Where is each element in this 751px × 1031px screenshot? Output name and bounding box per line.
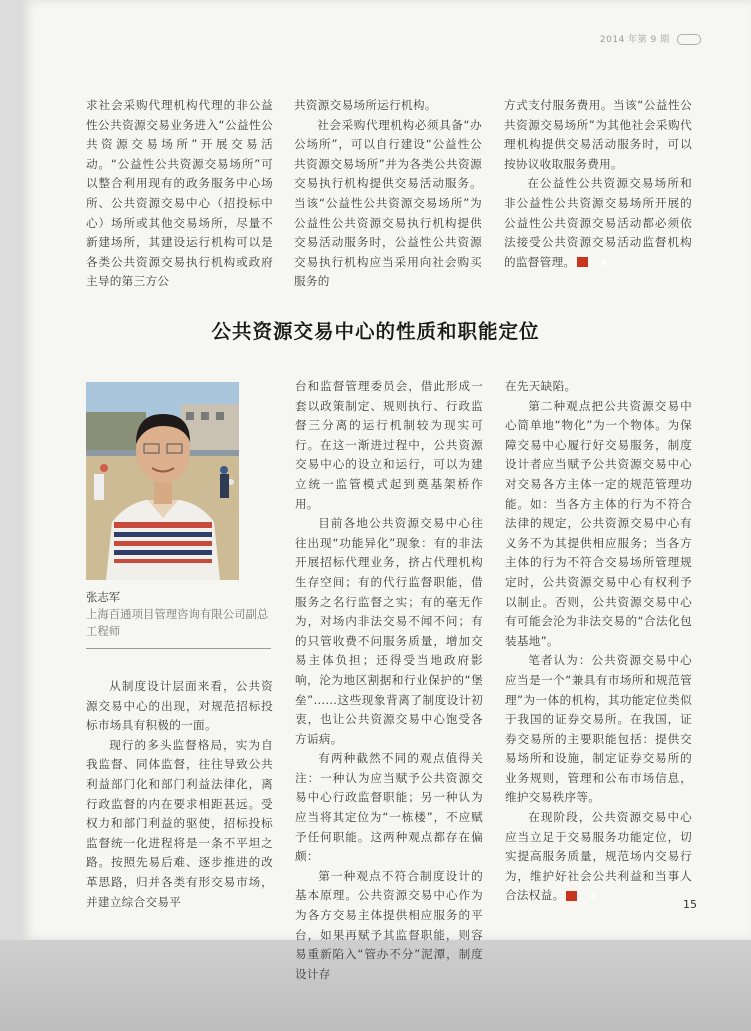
issue-label: 2014 年第 9 期 bbox=[599, 35, 670, 45]
magazine-logo-icon bbox=[677, 34, 701, 45]
issue-header bbox=[600, 32, 701, 45]
article-column-1 bbox=[86, 677, 273, 912]
paragraph: 第一种观点不符合制度设计的基本原理。公共资源交易中心作为为各方交易主体提供相应服务的平台，如果再赋予其监督职能，则容易重新陷入“管办不分”泥潭，制度设计存 bbox=[295, 868, 483, 981]
end-of-article-icon: ▣ bbox=[577, 257, 588, 267]
top-column-1 bbox=[86, 96, 273, 292]
article-column-2 bbox=[295, 377, 483, 984]
paragraph: 台和监督管理委员会，借此形成一套以政策制定、规则执行、行政监督三分离的运行机制较为现实可行。在这一渐进过程中，公共资源交易中心的设立和运行，可以为建立统一监管模式起到奠基架桥作用。 bbox=[295, 379, 483, 511]
paragraph: 社会采购代理机构必须具备“办公场所”，可以自行建设“公益性公共资源交易场所”并为各类公共资源交易执行机构提供交易活动服务。当该“公益性公共资源交易场所”为公益性公共资源交易执行机构提供交易活动服务时，公益性公共资源交易执行机构应当采用向社会购买服务的 bbox=[294, 117, 482, 289]
article-title: 公共资源交易中心的性质和职能定位 bbox=[211, 320, 540, 343]
paragraph: 从制度设计层面来看，公共资源交易中心的出现，对规范招标投标市场具有积极的一面。 bbox=[86, 679, 273, 733]
paragraph: 共资源交易场所运行机构。 bbox=[294, 98, 437, 112]
author-name: 张志军 bbox=[86, 590, 121, 604]
paragraph: 有两种截然不同的观点值得关注：一种认为应当赋予公共资源交易中心行政监督职能；另一种认为应当将其定位为“一栋楼”，不应赋予任何职能。这两种观点都存在偏颇： bbox=[295, 751, 483, 864]
author-photo bbox=[86, 382, 239, 580]
page-number: 15 bbox=[683, 898, 697, 911]
paragraph bbox=[504, 174, 692, 272]
paragraph: 目前各地公共资源交易中心往往出现“功能异化”现象：有的非法开展招标代理业务，挤占代理机构生存空间；有的代行监督职能，借服务之名行监督之实；有的毫无作为，对场内非法交易不闻不问；有的只管收费不问服务质量，增加交易主体负担；还得受当地政府影响，沦为地区割据和行业保护的“堡垒”……这些现象背离了制度设计初衷，也让公共资源交易中心饱受各方诟病。 bbox=[295, 516, 483, 746]
author-portrait-image bbox=[86, 382, 239, 580]
paragraph: 求社会采购代理机构代理的非公益性公共资源交易业务进入“公益性公共资源交易场所”开展交易活动。“公益性公共资源交易场所”可以整合利用现有的政务服务中心场所、公共资源交易中心（招投标中心）场所或其他交易场所，尽量不新建场所，其建设运行机构可以是各类公共资源交易执行机构或政府主导的第三方公 bbox=[86, 98, 273, 289]
top-column-3 bbox=[504, 96, 692, 272]
paragraph-text: 在现阶段，公共资源交易中心应当立足于交易服务功能定位，切实提高服务质量，规范场内交易行为，维护好社会公共利益和当事人合法权益。 bbox=[505, 810, 692, 903]
paragraph: 第二种观点把公共资源交易中心简单地“物化”为一个物体。为保障交易中心履行好交易服务，制度设计者应当赋予公共资源交易中心对交易各方主体一定的规范管理功能。如：当各方主体的行为不符合法律的规定，公共资源交易中心有义务不为其提供相应服务；当各方主体的行为不符合交易场所管理规定时，公共资源交易中心有权利予以制止。否则，公共资源交易中心有可能会沦为非法交易的“合法化包装基地”。 bbox=[505, 398, 692, 648]
author-caption bbox=[86, 589, 271, 640]
top-column-2 bbox=[294, 96, 482, 292]
caption-divider bbox=[86, 648, 271, 649]
paragraph: 在先天缺陷。 bbox=[505, 379, 577, 393]
author-affiliation: 上海百通项目管理咨询有限公司副总工程师 bbox=[86, 607, 269, 638]
paragraph: 现行的多头监督格局，实为自我监督、同体监督，往往导致公共利益部门化和部门利益法律化，离行政监督的内在要求相距甚远。受权力和部门利益的驱使，招标投标监督统一化进程将是一条不平坦之路。按照先易后难、逐步推进的改革思路，归并各类有形交易市场，并建立综合交易平 bbox=[86, 737, 273, 909]
article-column-3 bbox=[505, 377, 692, 906]
paragraph bbox=[505, 808, 692, 906]
end-of-article-icon: ▣ bbox=[566, 891, 577, 901]
paragraph: 笔者认为：公共资源交易中心应当是一个“兼具有市场所和规范管理”为一体的机构，其功能定位类似于我国的证券交易所。在我国，证券交易所的主要职能包括：提供交易场所和设施，制定证券交易所的业务规则，管理和公布市场信息，维护交易秩序等。 bbox=[505, 653, 692, 805]
paragraph: 方式支付服务费用。当该“公益性公共资源交易场所”为其他社会采购代理机构提供交易活动服务时，可以按协议收取服务费用。 bbox=[504, 98, 692, 171]
paragraph-text: 在公益性公共资源交易场所和非公益性公共资源交易场所开展的公益性公共资源交易活动都必须依法接受公共资源交易活动监督机构的监督管理。 bbox=[504, 176, 692, 269]
